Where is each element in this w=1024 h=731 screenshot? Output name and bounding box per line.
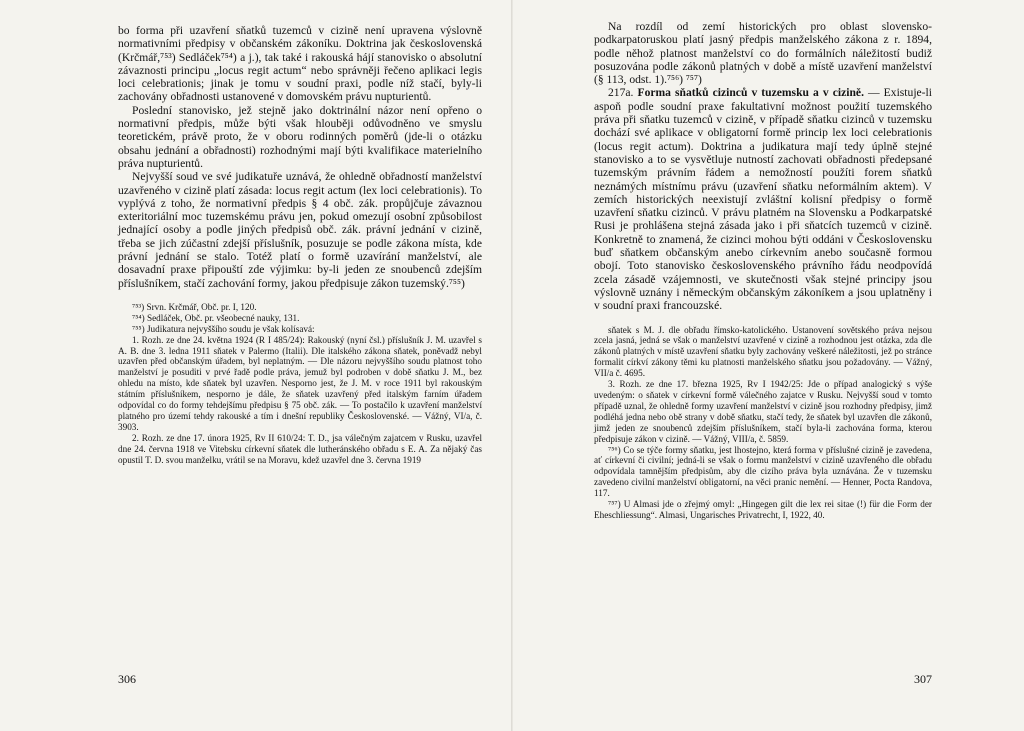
footnote: ⁷⁵⁵) Judikatura nejvyššího soudu je však kolísavá: [132, 323, 315, 334]
page-number: 306 [118, 672, 136, 686]
left-paragraph: Poslední stanovisko, jež stejně jako doktrinální názor není opřeno o normativní předpis, může býti však hlouběji odůvodněno ve smyslu teoretickém, právě proto, že v oboru rodinných poměrů (jde-li o otázku obsahu jednání a obřadnosti) rozhodnými mají býti kvalifikace materielního práva nupturientů. [118, 103, 482, 170]
footnote: ⁷⁵³) Srvn. Krčmář, Obč. pr. I, 120. [132, 301, 257, 312]
left-paragraph: Nejvyšší soud ve své judikatuře uznává, že ohledně obřadností manželství uzavřeného v cizině platí zásada: locus regit actum (lex loci celebrationis). To vyplývá z toho, že normativní předpis § 4 obč. zák. propůjčuje závaznou exteritoriální moc tuzemskému právu jen, pokud omezují osobní způsobilost jednající osoby a podle jiných předpisů obč. zák. právní jednání v cizině, třeba se jich zúčastní zdejší příslušník, posuzuje se podle zákona místa, kde právní jednání se stalo. Totéž platí o formě uzavírání manželství, ale dosavadní praxe připouští zde výjimku: by-li jeden ze snoubenců zdejším příslušníkem, stačí zachování formy, jakou předpisuje zákon tuzemský.⁷⁵⁵) [118, 170, 482, 290]
footnote: sňatek s M. J. dle obřadu římsko-katolického. Ustanovení sovětského práva nejsou zcela jasná, jedná se však o manželství uzavřené v cizině a rozhodnou jest otázka, zda dle zákonů platných v místě uzavření sňatku byly zachovány veškeré náležitosti, jež po stránce formalit církví zákony těmi ku platnosti manželského sňatku jsou požadovány. — Vážný, VII/a č. 4695. [594, 324, 932, 379]
section-body: — Existuje-li aspoň podle soudní praxe fakultativní možnost použití tuzemského práva při sňatku tuzemců v cizině, v případě sňatku cizinců v tuzemsku dochází své aplikace v obligatorní formě princip lex loci celebrationis (locus regit actum). Doktrina a judikatura mají tedy úplně stejné stanovisko a to se vysvětluje nutností zachovati obřadnosti předepsané tuzemským právním řádem a nemožností použíti forem sňatků neznámých místnímu právu (uzavření sňatku neformálním aktem). V zemích historických neexistují zvláštní kolisní předpisy o formě uzavření sňatku cizinců. V právu platném na Slovensku a Podkarpatské Rusi je prohlášena stejná zásada jako i při sňatcích tuzemců v cizině. Konkretně to znamená, že cizinci mohou býti oddáni v Československu buď sňatkem občanským anebo církevním anebo současně formou obojí. Toto stanovisko československého právního řádu neodpovídá zcela zásadě vzájemnosti, ve skutečnosti však stejné principy jsou výslovně uznány i německým občanským zákoníkem a jsou uplatněny i v soudní praxi francouzské. [594, 86, 932, 313]
left-paragraph: bo forma při uzavření sňatků tuzemců v cizině není upravena výslovně normativními předpisy v občanském zákoníku. Doktrina jak československá (Krčmář,⁷⁵³) Sedláček⁷⁵⁴) a j.), tak také i rakouská hájí stanovisko o absolutní závaznosti principu „locus regit actum“ nebo správněji řečeno aplikaci legis loci celebrationis; jinak je tomu v soudní praxi, podle níž stačí, byly-li zachovány obřadnosti ustanovené v domovském právu nupturientů. [118, 24, 482, 104]
section-number: 217a. [608, 86, 634, 100]
left-main-text [118, 24, 482, 290]
section-title: Forma sňatků cizinců v tuzemsku a v cizině. [637, 86, 864, 100]
footnote: ⁷⁵⁷) U Almasi jde o zřejmý omyl: „Hingegen gilt die lex rei sitae (!) für die Form der Eheschliessung“. Almasi, Ungarisches Privatrecht, I, 1922, 40. [594, 499, 932, 520]
left-footnotes [118, 302, 482, 466]
right-main-text [594, 20, 932, 313]
right-footnotes [594, 325, 932, 521]
footnote: ⁷⁵⁴) Sedláček, Obč. pr. všeobecné nauky, 131. [132, 312, 300, 323]
footnote: 3. Rozh. ze dne 17. března 1925, Rv I 1942/25: Jde o případ analogický s výše uvedeným: o sňatek v církevní formě válečného zajatce v Rusku. Nejvyšší soud v tomto případě uznal, že ohledně formy uzavření manželství v cizině jsou rozhodny předpisy, jimž podléhá jedna nebo obě strany v době sňatku, stačí tedy, že sňatek byl uzavřen dle zákonů, jimž jeden ze snoubenců zdejším příslušníkem, stačí byla-li zachována forma, kterou předpisuje zákon v cizině. — Vážný, VIII/a, č. 5859. [594, 379, 932, 444]
footnote: 1. Rozh. ze dne 24. května 1924 (R I 485/24): Rakouský (nyní čsl.) příslušník J. M. uzavřel s A. B. dne 3. ledna 1911 sňatek v Palermo (Italii). Dle italského zákona sňatek, poněvadž nebyl uzavřen před občanským úřadem, byl neplatným. — Dle názoru nejvyššího soudu platnost toho manželství je posuditi v prvé řadě podle práva, jemuž byl podroben v době sňatku J. M., bez ohledu na místo, kde sňatek byl uzavřen. Nesporno jest, že J. M. v roce 1911 byl rakouským státním příslušníkem, nesporno je dále, že sňatek uzavřený před italským farním úřadem odpovídal co do formy tehdejšímu předpisu § 75 obč. zák. — To postačilo k uzavření manželství platného pro území tehdy rakouské a tím i dnešní republiky Československé. — Vážný, VI/a, č. 3903. [118, 334, 482, 432]
footnote: ⁷⁵⁶) Co se týče formy sňatku, jest lhostejno, která forma v příslušné cizině je zavedena, ať církevní či civilní; jedná-li se však o formu manželství v cizině uzavřeného dle obřadu odpovídala tamnějším předpisům, aby dle cizího práva byla uznávána. Že v tuzemsku zavedeno civilní manželství obligatorní, na věci pranic nemění. — Henner, Pocta Randova, 117. [594, 444, 932, 499]
section-paragraph [594, 86, 932, 312]
right-paragraph: Na rozdíl od zemí historických pro oblast slovensko-podkarpatoruskou platí jasný předpis manželského zákona z r. 1894, podle něhož platnost manželství co do formálních náležitostí budiž posuzována podle zákonů platných v době a místě uzavření manželství (§ 113, odst. 1).⁷⁵⁶) ⁷⁵⁷) [594, 20, 932, 87]
right-page [512, 0, 1024, 731]
page-number: 307 [914, 672, 932, 686]
footnote: 2. Rozh. ze dne 17. února 1925, Rv II 610/24: T. D., jsa válečným zajatcem v Rusku, uzavřel dne 24. června 1918 ve Vitebsku církevní sňatek dle lutheránského obřadu s E. A. Za nějaký čas opustil T. D. svou manželku, vrátil se na Moravu, kdež uzavřel dne 3. června 1919 [118, 432, 482, 465]
